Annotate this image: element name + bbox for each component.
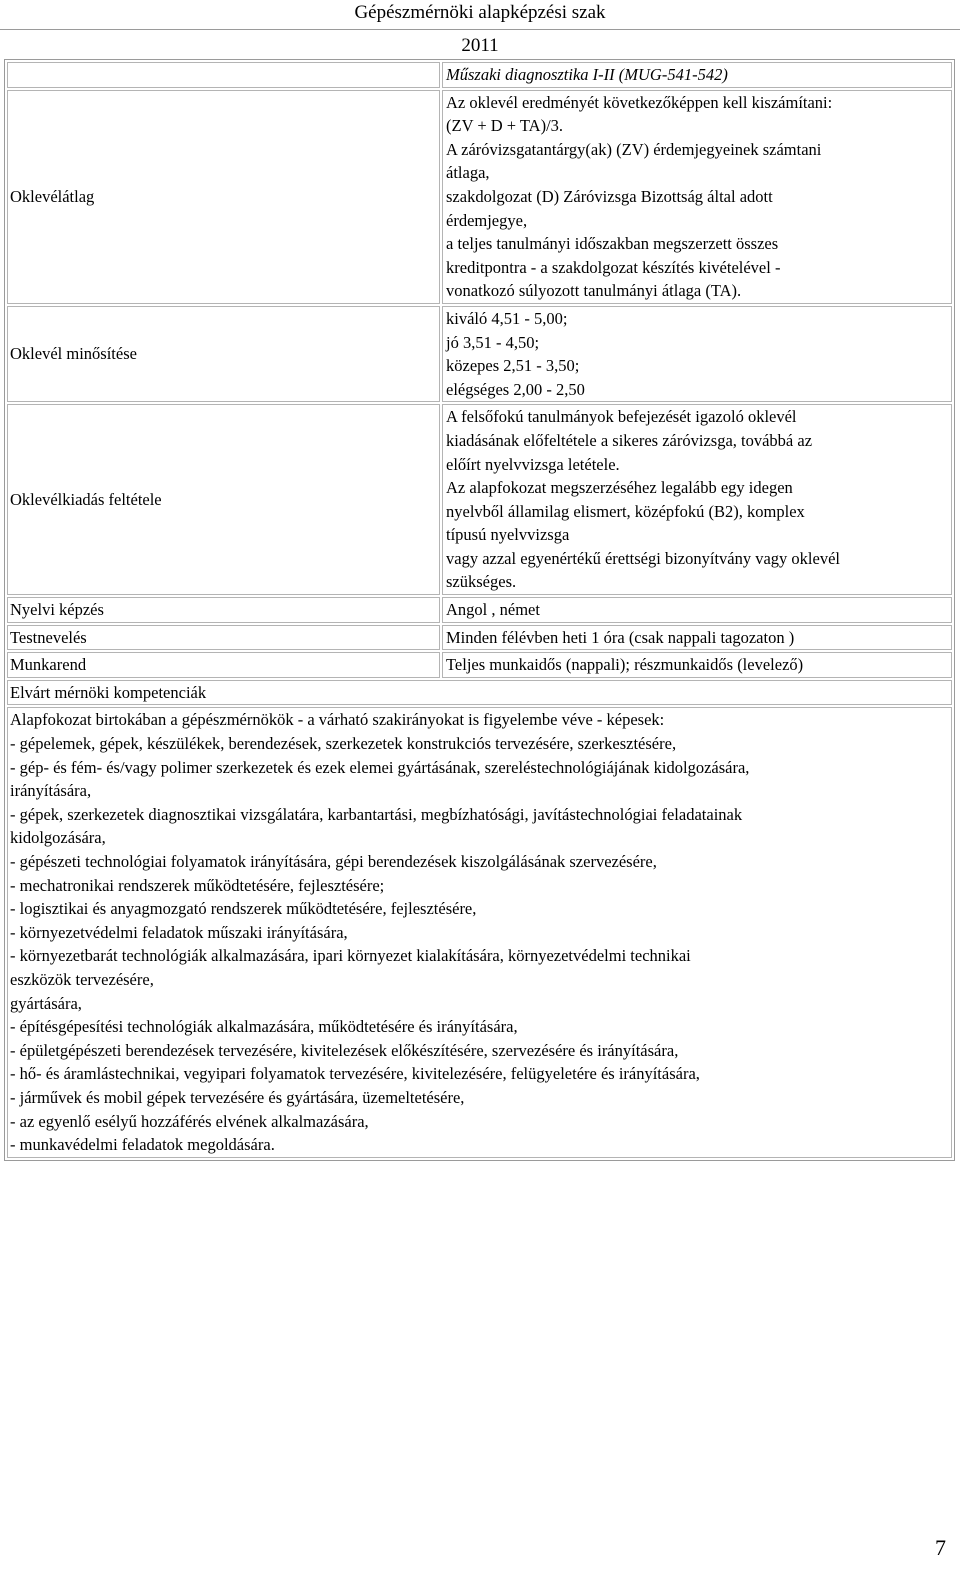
competency-line: - gép- és fém- és/vagy polimer szerkezetek és ezek elemei gyártásának, szereléstechnológiájának kidolgozására, [10, 757, 750, 777]
qualification-line: elégséges 2,00 - 2,50 [446, 379, 585, 399]
average-line: Az oklevél eredményét következőképpen kell kiszámítani: [446, 92, 833, 112]
page-number: 7 [935, 1535, 946, 1560]
average-label: Oklevélátlag [7, 90, 440, 304]
table-row-subject [7, 62, 952, 88]
qualification-line: jó 3,51 - 4,50; [446, 332, 540, 352]
competency-line: - gépelemek, gépek, készülékek, berendezések, szerkezetek konstrukciós tervezésére, szerkesztésére, [10, 734, 677, 754]
competency-line: - járművek és mobil gépek tervezésére és gyártására, üzemeltetésére, [10, 1087, 465, 1107]
average-line: átlaga, [446, 163, 490, 183]
competencies-body [7, 707, 952, 1157]
qualification-value [442, 306, 952, 402]
average-line: érdemjegye, [446, 210, 528, 230]
language-label: Nyelvi képzés [7, 597, 440, 623]
table-row-average [7, 90, 952, 304]
issuance-line: A felsőfokú tanulmányok befejezését igazoló oklevél [446, 407, 797, 427]
table-row-pe [7, 625, 952, 651]
competency-line: - logisztikai és anyagmozgató rendszerek működtetésére, fejlesztésére, [10, 899, 477, 919]
average-line: szakdolgozat (D) Záróvizsga Bizottság által adott [446, 186, 773, 206]
qualification-label: Oklevél minősítése [7, 306, 440, 402]
competency-line: - épületgépészeti berendezések tervezésére, kivitelezések előkészítésére, szervezésére és irányítására, [10, 1040, 679, 1060]
table-row-schedule [7, 652, 952, 678]
page-header [0, 0, 960, 30]
schedule-value: Teljes munkaidős (nappali); részmunkaidős (levelező) [442, 652, 952, 678]
issuance-line: vagy azzal egyenértékű érettségi bizonyítvány vagy oklevél [446, 548, 841, 568]
issuance-value [442, 404, 952, 595]
competency-line: - környezetbarát technológiák alkalmazására, ipari környezet kialakítására, környezetvédelmi technikai [10, 946, 691, 966]
average-line: kreditpontra - a szakdolgozat készítés kivételével - [446, 257, 781, 277]
qualification-line: kiváló 4,51 - 5,00; [446, 308, 568, 328]
curriculum-table [4, 59, 955, 1161]
curriculum-table-wrapper [4, 59, 955, 1161]
average-line: a teljes tanulmányi időszakban megszerzett összes [446, 234, 779, 254]
table-row-issuance [7, 404, 952, 595]
competency-line: gyártására, [10, 993, 82, 1013]
competency-line: kidolgozására, [10, 828, 106, 848]
competency-line: - mechatronikai rendszerek működtetésére, fejlesztésére; [10, 875, 385, 895]
competency-line: - gépek, szerkezetek diagnosztikai vizsgálatára, karbantartási, megbízhatósági, javítástechnológiai feladatainak [10, 804, 743, 824]
competency-line: eszközök tervezésére, [10, 969, 154, 989]
subject-value: Műszaki diagnosztika I-II (MUG-541-542) [442, 62, 952, 88]
competency-line: - munkavédelmi feladatok megoldására. [10, 1135, 275, 1155]
competency-line: Alapfokozat birtokában a gépészmérnökök - a várható szakirányokat is figyelembe véve - képesek: [10, 710, 665, 730]
competency-line: - gépészeti technológiai folyamatok irányítására, gépi berendezések kiszolgálásának szervezésére, [10, 852, 657, 871]
average-line: vonatkozó súlyozott tanulmányi átlaga (TA). [446, 281, 742, 301]
document-year: 2011 [461, 35, 499, 56]
competency-line: - környezetvédelmi feladatok műszaki irányítására, [10, 922, 348, 942]
language-value: Angol , német [442, 597, 952, 623]
average-value [442, 90, 952, 304]
qualification-line: közepes 2,51 - 3,50; [446, 356, 580, 376]
average-line: A záróvizsgatantárgy(ak) (ZV) érdemjegyeinek számtani [446, 139, 822, 159]
table-row-competencies [7, 707, 952, 1157]
competency-line: - építésgépesítési technológiák alkalmazására, működtetésére és irányítására, [10, 1017, 518, 1037]
competency-line: irányítására, [10, 781, 92, 801]
issuance-label: Oklevélkiadás feltétele [7, 404, 440, 595]
issuance-line: szükséges. [446, 572, 517, 592]
schedule-label: Munkarend [7, 652, 440, 678]
average-line: (ZV + D + TA)/3. [446, 116, 564, 136]
competencies-label: Elvárt mérnöki kompetenciák [7, 680, 952, 706]
pe-label: Testnevelés [7, 625, 440, 651]
header-title: Gépészmérnöki alapképzési szak [354, 2, 606, 23]
competency-line: - az egyenlő esélyű hozzáférés elvének alkalmazására, [10, 1111, 369, 1131]
subject-label-cell [7, 62, 440, 88]
pe-value: Minden félévben heti 1 óra (csak nappali tagozaton ) [442, 625, 952, 651]
issuance-line: nyelvből államilag elismert, középfokú (B2), komplex [446, 501, 805, 521]
issuance-line: Az alapfokozat megszerzéséhez legalább egy idegen [446, 478, 793, 498]
table-row-qualification [7, 306, 952, 402]
table-row-competencies-header [7, 680, 952, 706]
issuance-line: típusú nyelvvizsga [446, 525, 570, 545]
issuance-line: kiadásának előfeltétele a sikeres záróvizsga, továbbá az [446, 430, 813, 450]
competency-line: - hő- és áramlástechnikai, vegyipari folyamatok tervezésére, kivitelezésére, felügyeletére és irányítására, [10, 1064, 700, 1084]
table-row-language [7, 597, 952, 623]
issuance-line: előírt nyelvvizsga letétele. [446, 454, 620, 474]
